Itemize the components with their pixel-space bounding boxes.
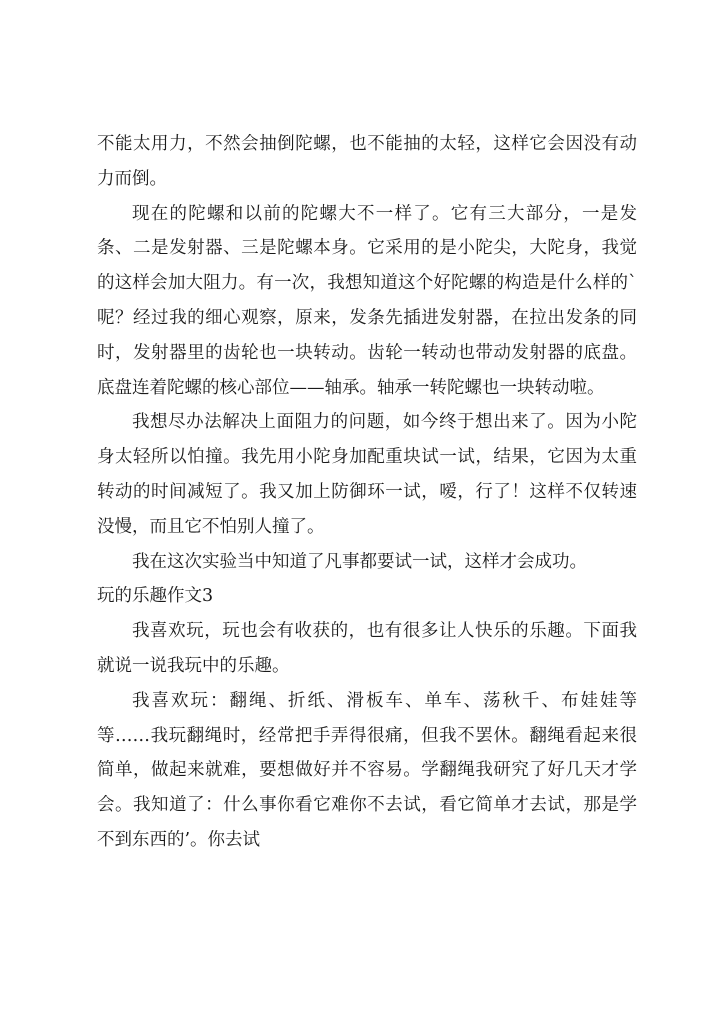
paragraph-string-game: 我喜欢玩：翻绳、折纸、滑板车、单车、荡秋千、布娃娃等等……我玩翻绳时，经常把手弄得很痛，但我不罢休。翻绳看起来很简单，做起来就难，要想做好并不容易。学翻绳我研究了好几天才学会。我知道了：什么事你看它难你不去试，看它简单才去试，那是学不到东西的’。你去试 (97, 690, 637, 850)
paragraph-resistance-solution: 我想尽办法解决上面阻力的问题，如今终于想出来了。因为小陀身太轻所以怕撞。我先用小陀身加配重块试一试，结果，它因为太重转动的时间减短了。我又加上防御环一试，嗳，行了！这样不仅转速没慢，而且它不怕别人撞了。 (97, 412, 637, 537)
paragraph-intro: 我喜欢玩，玩也会有收获的，也有很多让人快乐的乐趣。下面我就说一说我玩中的乐趣。 (97, 621, 637, 676)
paragraph-conclusion: 我在这次实验当中知道了凡事都要试一试，这样才会成功。 (132, 551, 587, 572)
section-title: 玩的乐趣作文3 (97, 586, 214, 607)
paragraph-gyro-structure: 现在的陀螺和以前的陀螺大不一样了。它有三大部分，一是发条、二是发射器、三是陀螺本身。它采用的是小陀尖，大陀身，我觉的这样会加大阻力。有一次，我想知道这个好陀螺的构造是什么样的`呢？经过我的细心观察，原来，发条先插进发射器，在拉出发条的同时，发射器里的齿轮也一块转动。齿轮一转动也带动发射器的底盘。底盘连着陀螺的核心部位——轴承。轴承一转陀螺也一块转动啦。 (97, 203, 637, 398)
paragraph-continuation: 不能太用力，不然会抽倒陀螺，也不能抽的太轻，这样它会因没有动力而倒。 (97, 134, 637, 189)
document-page (97, 127, 637, 858)
